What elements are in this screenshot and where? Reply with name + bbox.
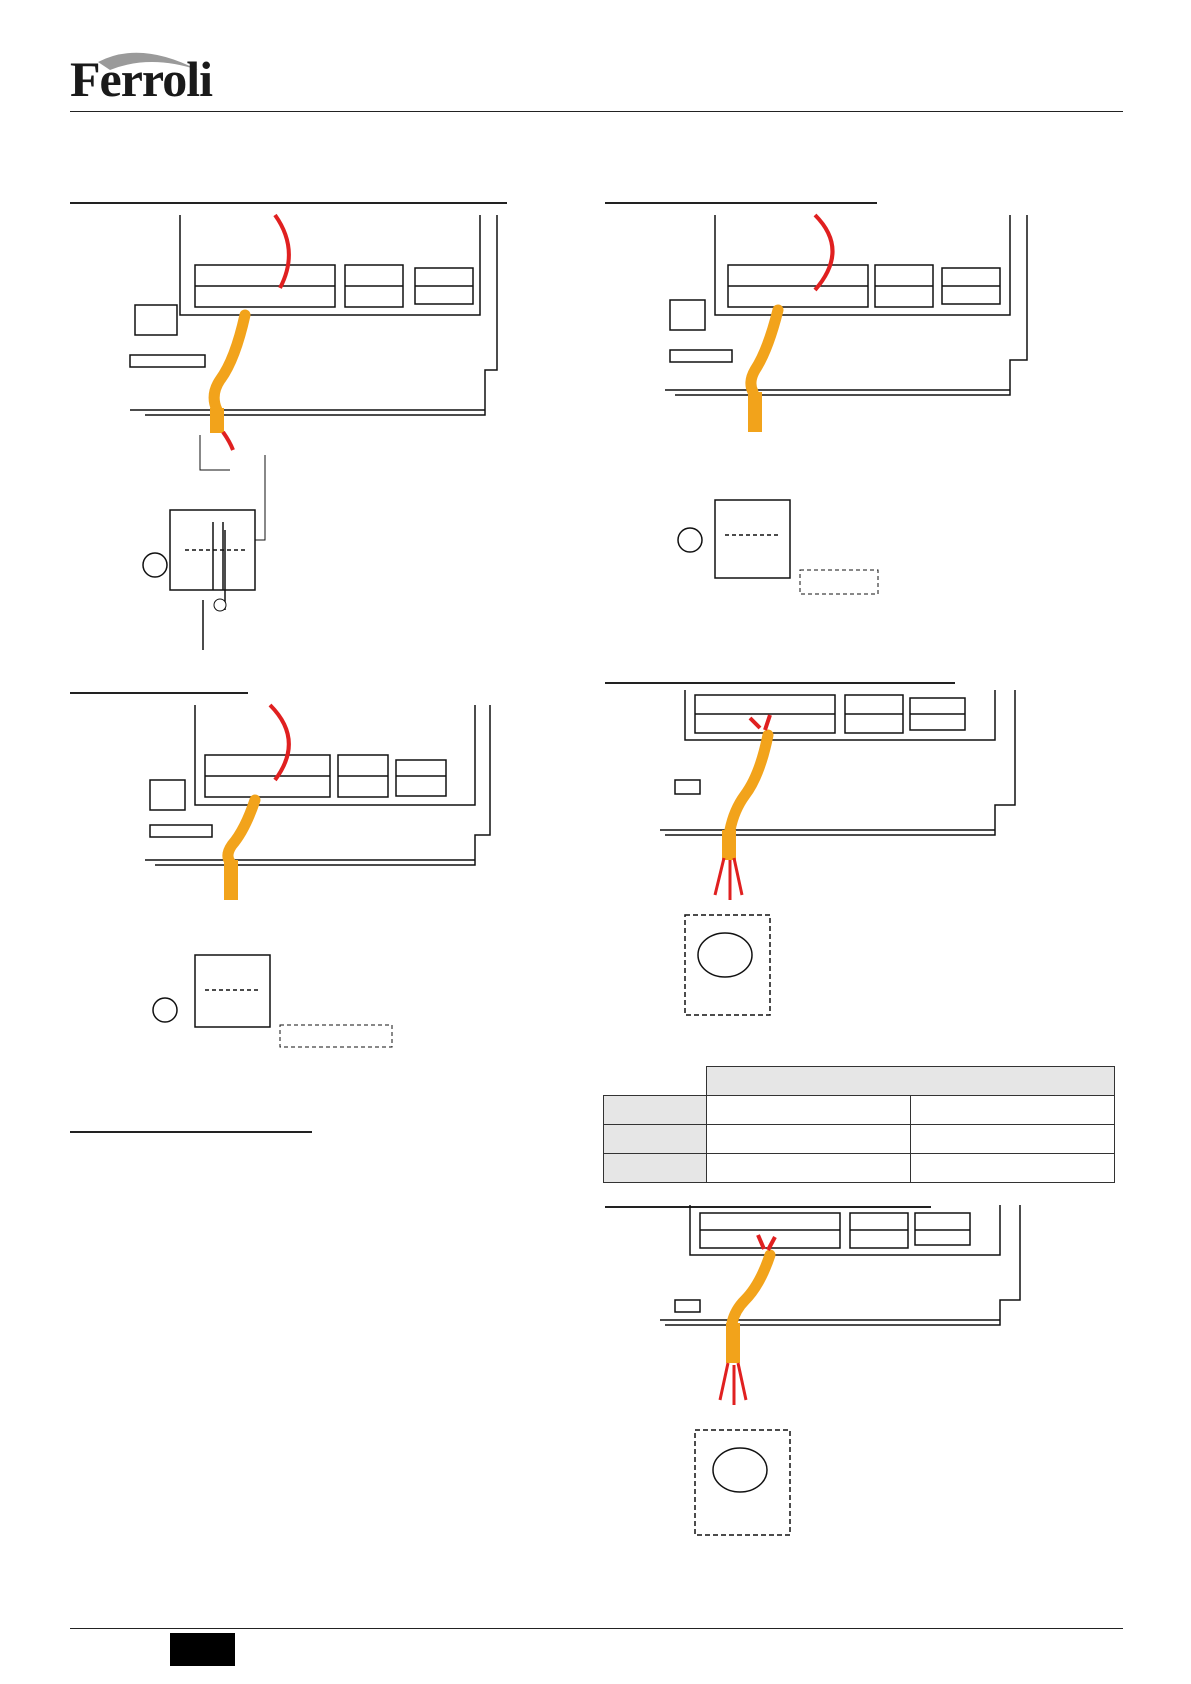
row-label [604, 1154, 707, 1183]
table-row [604, 1096, 1115, 1125]
figure-4 [660, 690, 1060, 1030]
figure-1 [125, 210, 525, 640]
logo-text: Ferroli [70, 51, 212, 107]
row-label [604, 1096, 707, 1125]
table-cell [911, 1154, 1115, 1183]
table-cell [707, 1154, 911, 1183]
page-number-tab [170, 1633, 235, 1666]
section-rule-1 [70, 202, 507, 204]
table-cell [707, 1125, 911, 1154]
table-row [604, 1154, 1115, 1183]
section-rule-4 [605, 682, 955, 684]
figure-3 [140, 700, 540, 1100]
spec-table [603, 1066, 1115, 1183]
table-cell [911, 1096, 1115, 1125]
table-header [707, 1067, 1115, 1096]
figure-5 [660, 1205, 1060, 1545]
ferroli-logo [70, 40, 210, 115]
table-cell [707, 1096, 911, 1125]
section-rule-2 [605, 202, 877, 204]
table-cell [911, 1125, 1115, 1154]
table-row [604, 1125, 1115, 1154]
section-rule-5 [70, 1131, 312, 1133]
header-rule [70, 111, 1123, 112]
section-rule-3 [70, 692, 248, 694]
row-label [604, 1125, 707, 1154]
figure-2 [660, 210, 1060, 630]
footer-rule [70, 1628, 1123, 1629]
